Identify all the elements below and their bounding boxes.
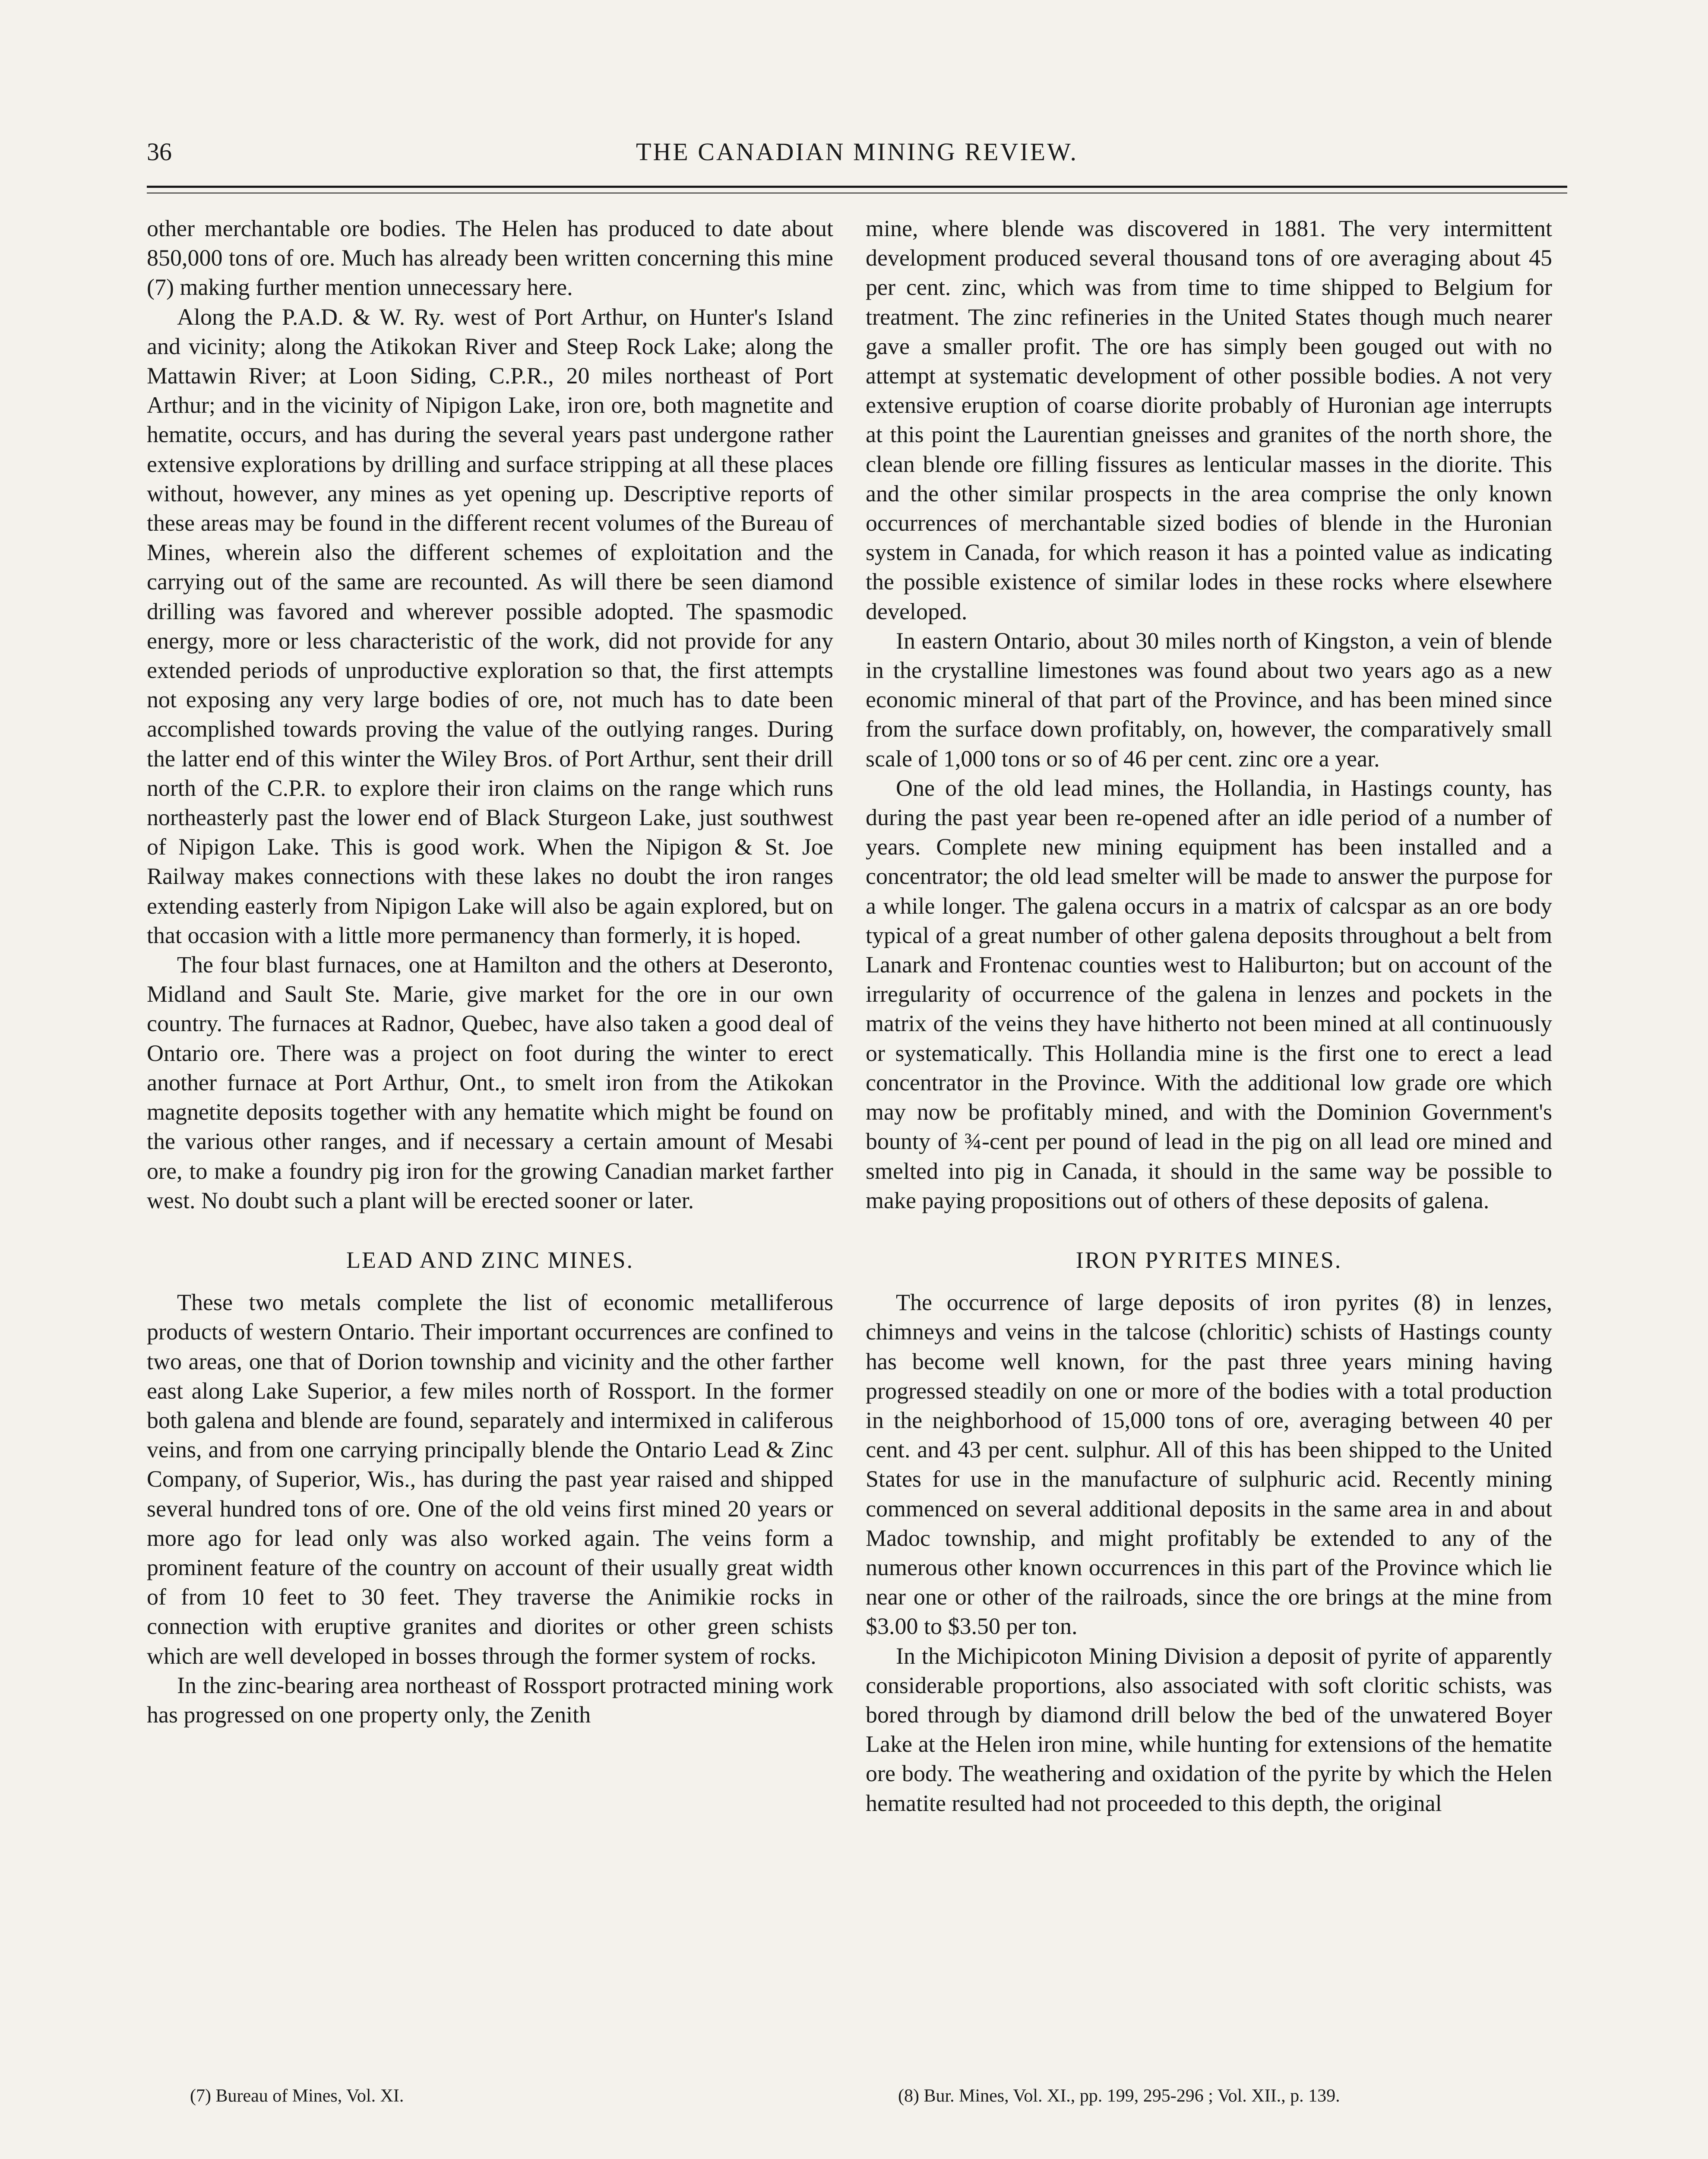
paragraph: In eastern Ontario, about 30 miles north of Kingston, a vein of blende in the crystalline limestones was found about two years ago as a new economic mineral of that part of the Province, and has been mined since from the surface down profitably, on, however, the comparatively small scale of 1,000 tons or so of 46 per cent. zinc ore a year. bbox=[866, 627, 1552, 772]
page-number: 36 bbox=[147, 138, 172, 166]
left-column bbox=[147, 214, 833, 1729]
paragraph: The four blast furnaces, one at Hamilton and the others at Deseronto, Midland and Sault Ste. Marie, give market for the ore in our own country. The furnaces at Radnor, Quebec, have also taken a good deal of Ontario ore. There was a project on foot during the winter to erect another furnace at Port Arthur, Ont., to smelt iron from the Atikokan magnetite deposits together with any hematite which might be found on the various other ranges, and if necessary a certain amount of Mesabi ore, to make a foundry pig iron for the growing Canadian market farther west. No doubt such a plant will be erected sooner or later. bbox=[147, 952, 833, 1213]
header-rule-thick bbox=[147, 186, 1567, 188]
footnote-8: (8) Bur. Mines, Vol. XI., pp. 199, 295-296 ; Vol. XII., p. 139. bbox=[898, 2086, 1340, 2106]
paragraph: In the Michipicoton Mining Division a deposit of pyrite of apparently considerable proportions, also associated with soft cloritic schists, was bored through by diamond drill below the bed of the unwatered Boyer Lake at the Helen iron mine, while hunting for extensions of the hematite ore body. The weathering and oxidation of the pyrite by which the Helen hematite resulted had not proceeded to this depth, the original bbox=[866, 1643, 1552, 1816]
journal-title: THE CANADIAN MINING REVIEW. bbox=[636, 138, 1079, 166]
paragraph: These two metals complete the list of economic metalliferous products of western Ontario. Their important occurrences are confined to two areas, one that of Dorion township and vicinity and the other farther east along Lake Superior, a few miles north of Rossport. In the former both galena and blende are found, separately and intermixed in califerous veins, and from one carrying principally blende the Ontario Lead & Zinc Company, of Superior, Wis., has during the past year raised and shipped several hundred tons of ore. One of the old veins first mined 20 years or more ago for lead only was also worked again. The veins form a prominent feature of the country on account of their usually great width of from 10 feet to 30 feet. They traverse the Animikie rocks in connection with eruptive granites and diorites or other green schists which are well developed in bosses through the former system of rocks. bbox=[147, 1289, 833, 1669]
footnote-7: (7) Bureau of Mines, Vol. XI. bbox=[190, 2086, 404, 2106]
paragraph: Along the P.A.D. & W. Ry. west of Port Arthur, on Hunter's Island and vicinity; along the Atikokan River and Steep Rock Lake; along the Mattawin River; at Loon Siding, C.P.R., 20 miles northeast of Port Arthur; and in the vicinity of Nipigon Lake, iron ore, both magnetite and hematite, occurs, and has during the several years past undergone rather extensive explorations by drilling and surface stripping at all these places without, however, any mines as yet opening up. Descriptive reports of these areas may be found in the different recent volumes of the Bureau of Mines, wherein also the different schemes of exploitation and the carrying out of the same are recounted. As will there be seen diamond drilling was favored and wherever possible adopted. The spasmodic energy, more or less characteristic of the work, did not provide for any extended periods of unproductive exploration so that, the first attempts not exposing any very large bodies of ore, not much has to date been accomplished towards proving the value of the outlying ranges. During the latter end of this winter the Wiley Bros. of Port Arthur, sent their drill north of the C.P.R. to explore their iron claims on the range which runs northeasterly past the lower end of Black Sturgeon Lake, just southwest of Nipigon Lake. This is good work. When the Nipigon & St. Joe Railway makes connections with these lakes no doubt the iron ranges extending easterly from Nipigon Lake will also be again explored, but on that occasion with a little more permanency than formerly, it is hoped. bbox=[147, 304, 833, 948]
paragraph: The occurrence of large deposits of iron pyrites (8) in lenzes, chimneys and veins in the talcose (chloritic) schists of Hastings county has become well known, for the past three years mining having progressed steadily on one or more of the bodies with a total production in the neighborhood of 15,000 tons of ore, averaging between 40 per cent. and 43 per cent. sulphur. All of this has been shipped to the United States for use in the manufacture of sulphuric acid. Recently mining commenced on several additional deposits in the same area in and about Madoc township, and might profitably be extended to any of the numerous other known occurrences in this part of the Province which lie near one or other of the railroads, since the ore brings at the mine from $3.00 to $3.50 per ton. bbox=[866, 1289, 1552, 1640]
section-heading-lead-zinc: LEAD AND ZINC MINES. bbox=[346, 1247, 634, 1273]
paragraph: other merchantable ore bodies. The Helen has produced to date about 850,000 tons of ore. Much has already been written concerning this mine (7) making further mention unnecessary here. bbox=[147, 215, 833, 301]
right-column bbox=[866, 214, 1552, 1818]
paragraph: In the zinc-bearing area northeast of Rossport protracted mining work has progressed on one property only, the Zenith bbox=[147, 1672, 833, 1728]
paragraph: mine, where blende was discovered in 1881. The very intermittent development produced several thousand tons of ore averaging about 45 per cent. zinc, which was from time to time shipped to Belgium for treatment. The zinc refineries in the United States though much nearer gave a smaller profit. The ore has simply been gouged out with no attempt at systematic development of other possible bodies. A not very extensive eruption of coarse diorite probably of Huronian age interrupts at this point the Laurentian gneisses and granites of the north shore, the clean blende ore filling fissures as lenticular masses in the diorite. This and the other similar prospects in the area comprise the only known occurrences of merchantable sized bodies of blende in the Huronian system in Canada, for which reason it has a pointed value as indicating the possible existence of similar lodes in these rocks where elsewhere developed. bbox=[866, 215, 1552, 624]
page-header bbox=[147, 137, 1567, 172]
paragraph: One of the old lead mines, the Hollandia, in Hastings county, has during the past year been re-opened after an idle period of a number of years. Complete new mining equipment has been installed and a concentrator; the old lead smelter will be made to answer the purpose for a while longer. The galena occurs in a matrix of calcspar as an ore body typical of a great number of other galena deposits throughout a belt from Lanark and Frontenac counties west to Haliburton; but on account of the irregularity of occurrence of the galena in lenzes and pockets in the matrix of the veins they have hitherto not been mined at all continuously or systematically. This Hollandia mine is the first one to erect a lead concentrator in the Province. With the additional low grade ore which may now be profitably mined, and with the Dominion Government's bounty of ¾-cent per pound of lead in the pig on all lead ore mined and smelted into pig in Canada, it should in the same way be possible to make paying propositions out of others of these deposits of galena. bbox=[866, 775, 1552, 1213]
section-heading-iron-pyrites: IRON PYRITES MINES. bbox=[1075, 1247, 1342, 1273]
